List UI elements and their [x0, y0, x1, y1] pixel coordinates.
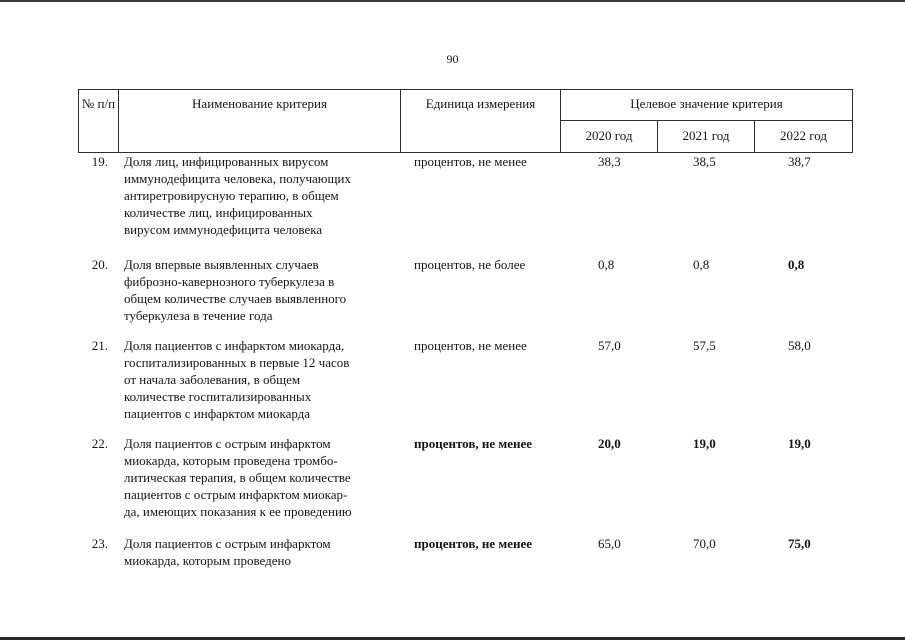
value-2021: 70,0: [693, 536, 716, 551]
header-unit: Единица измерения: [425, 96, 536, 111]
value-2021: 38,5: [693, 154, 716, 169]
row-number: 19.: [91, 154, 108, 169]
criterion-line: литическая терапия, в общем количестве: [124, 470, 351, 485]
criterion-line: пациентов с инфарктом миокарда: [124, 406, 311, 421]
criterion-name: [124, 153, 396, 238]
unit-cell: процентов, не менее: [414, 436, 533, 451]
value-2020: 20,0: [598, 436, 621, 451]
criterion-name: [124, 535, 396, 569]
criterion-line: миокарда, которым проведена тромбо-: [124, 453, 338, 468]
value-2021: 57,5: [693, 338, 716, 353]
value-2021: 19,0: [693, 436, 716, 451]
criterion-line: антиретровирусную терапию, в общем: [124, 188, 339, 203]
value-2022: 75,0: [788, 536, 811, 551]
row-number: 22.: [91, 436, 108, 451]
value-2020: 0,8: [598, 257, 615, 272]
criterion-name: [124, 435, 396, 520]
value-2022: 0,8: [788, 257, 805, 272]
criterion-line: пациентов с острым инфарктом миокар-: [124, 487, 348, 502]
criterion-line: Доля лиц, инфицированных вирусом: [124, 154, 329, 169]
value-2022: 19,0: [788, 436, 811, 451]
criterion-line: количестве госпитализированных: [124, 389, 312, 404]
criterion-line: общем количестве случаев выявленного: [124, 291, 347, 306]
criterion-line: Доля пациентов с острым инфарктом: [124, 436, 331, 451]
criterion-line: фиброзно-кавернозного туберкулеза в: [124, 274, 335, 289]
header-target: Целевое значение критерия: [630, 96, 783, 111]
criterion-line: Доля пациентов с инфарктом миокарда,: [124, 338, 345, 353]
page-number: 90: [446, 52, 459, 66]
unit-cell: процентов, не менее: [414, 338, 527, 353]
value-2022: 38,7: [788, 154, 811, 169]
criterion-line: да, имеющих показания к ее проведению: [124, 504, 352, 519]
criterion-line: туберкулеза в течение года: [124, 308, 273, 323]
value-2020: 57,0: [598, 338, 621, 353]
top-border: [0, 0, 905, 2]
criterion-line: Доля пациентов с острым инфарктом: [124, 536, 331, 551]
row-number: 21.: [91, 338, 108, 353]
value-2020: 65,0: [598, 536, 621, 551]
unit-cell: процентов, не менее: [414, 536, 533, 551]
criterion-line: миокарда, которым проведено: [124, 553, 291, 568]
unit-cell: процентов, не менее: [414, 154, 527, 169]
value-2022: 58,0: [788, 338, 811, 353]
criterion-name: [124, 337, 396, 422]
row-number: 20.: [91, 257, 108, 272]
header-year-2022: 2022 год: [780, 128, 827, 143]
header-num: № п/п: [81, 96, 116, 111]
value-2021: 0,8: [693, 257, 710, 272]
header-year-2020: 2020 год: [585, 128, 633, 143]
criterion-line: от начала заболевания, в общем: [124, 372, 301, 387]
criterion-line: госпитализированных в первые 12 часов: [124, 355, 350, 370]
criterion-name: [124, 256, 396, 324]
header-name: Наименование критерия: [192, 96, 327, 111]
value-2020: 38,3: [598, 154, 621, 169]
header-year-2021: 2021 год: [682, 128, 730, 143]
criterion-line: иммунодефицита человека, получающих: [124, 171, 351, 186]
criterion-line: Доля впервые выявленных случаев: [124, 257, 319, 272]
unit-cell: процентов, не более: [414, 257, 526, 272]
row-number: 23.: [91, 536, 108, 551]
header-top-rule: [78, 89, 852, 90]
header-mid-rule: [560, 120, 852, 121]
header-right-rule: [852, 89, 853, 153]
criterion-line: вирусом иммунодефицита человека: [124, 222, 323, 237]
criterion-line: количестве лиц, инфицированных: [124, 205, 313, 220]
